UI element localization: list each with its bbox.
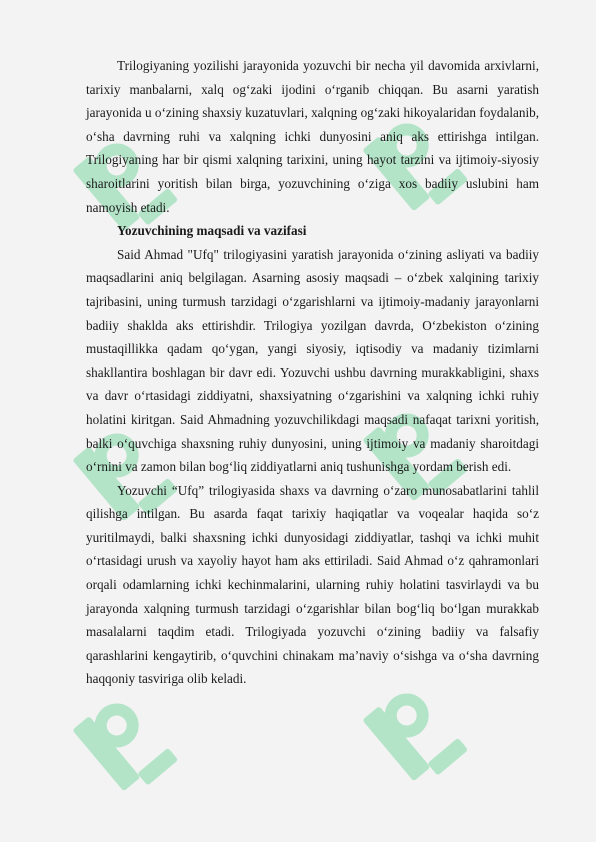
document-body: [86, 54, 539, 691]
watermark-logo-icon: [360, 670, 480, 830]
paragraph-analysis: Yozuvchi “Ufq” trilogiyasida shaxs va davrning o‘zaro munosabatlarini tahlil qilishga intilgan. Bu asarda faqat tarixiy haqiqatlar va voqealar haqida so‘z yuritilmaydi, balki shaxsning ichki dunyosidagi ziddiyatlar, tashqi va ichki muhit o‘rtasidagi urush va xayoliy hayot ham aks ettiriladi. Said Ahmad o‘z qahramonlari orqali odamlarning ichki kechinmalarini, ularning ruhiy holatini tasvirlaydi va bu jarayonda xalqning turmush tarzidagi o‘zgarishlar bilan bog‘liq bo‘lgan murakkab masalalarni taqdim etadi. Trilogiyada yozuvchi o‘zining badiiy va falsafiy qarashlarini kengaytirib, o‘quvchini chinakam ma’naviy o‘sishga va o‘sha davrning haqqoniy tasviriga olib keladi.: [86, 482, 539, 687]
section-heading: Yozuvchining maqsadi va vazifasi: [117, 223, 307, 239]
paragraph-purpose: Said Ahmad "Ufq" trilogiyasini yaratish jarayonida o‘zining asliyati va badiiy maqsadlarini aniq belgilagan. Asarning asosiy maqsadi – o‘zbek xalqining tarixiy tajribasini, uning turmush tarzidagi o‘zgarishlarni va ijtimoiy-madaniy jarayonlarni badiiy shaklda aks ettirishdir. Trilogiya yozilgan davrda, O‘zbekiston o‘zining mustaqillikka qadam qo‘ygan, yangi siyosiy, iqtisodiy va madaniy tizimlarni shakllantira boshlagan bir davr edi. Yozuvchi ushbu davrning murakkabligini, shaxs va davr o‘rtasidagi ziddiyatni, shaxsiyatning o‘zgarishini va xalqning ichki ruhiy holatini kiritgan. Said Ahmadning yozuvchilikdagi maqsadi nafaqat tarixni yoritish, balki o‘quvchiga shaxsning ruhiy dunyosini, uning ijtimoiy va madaniy sharoitdagi o‘rnini va zamon bilan bog‘liq ziddiyatlarni aniq tushunishga yordam berish edi.: [86, 246, 539, 475]
watermark-logo-icon: [70, 680, 190, 840]
paragraph-intro: Trilogiyaning yozilishi jarayonida yozuvchi bir necha yil davomida arxivlarni, tarixiy manbalarni, xalq og‘zaki ijodini o‘rganib chiqqan. Bu asarni yaratish jarayonida u o‘zining shaxsiy kuzatuvlari, xalqning og‘zaki hikoyalaridan foydalanib, o‘sha davrning ruhi va xalqning ichki dunyosini aniq aks ettirishga intilgan. Trilogiyaning har bir qismi xalqning tarixini, uning hayot tarzini va ijtimoiy-siyosiy sharoitlarini yoritish bilan birga, yozuvchining o‘ziga xos badiiy uslubini ham namoyish etadi.: [86, 58, 539, 215]
